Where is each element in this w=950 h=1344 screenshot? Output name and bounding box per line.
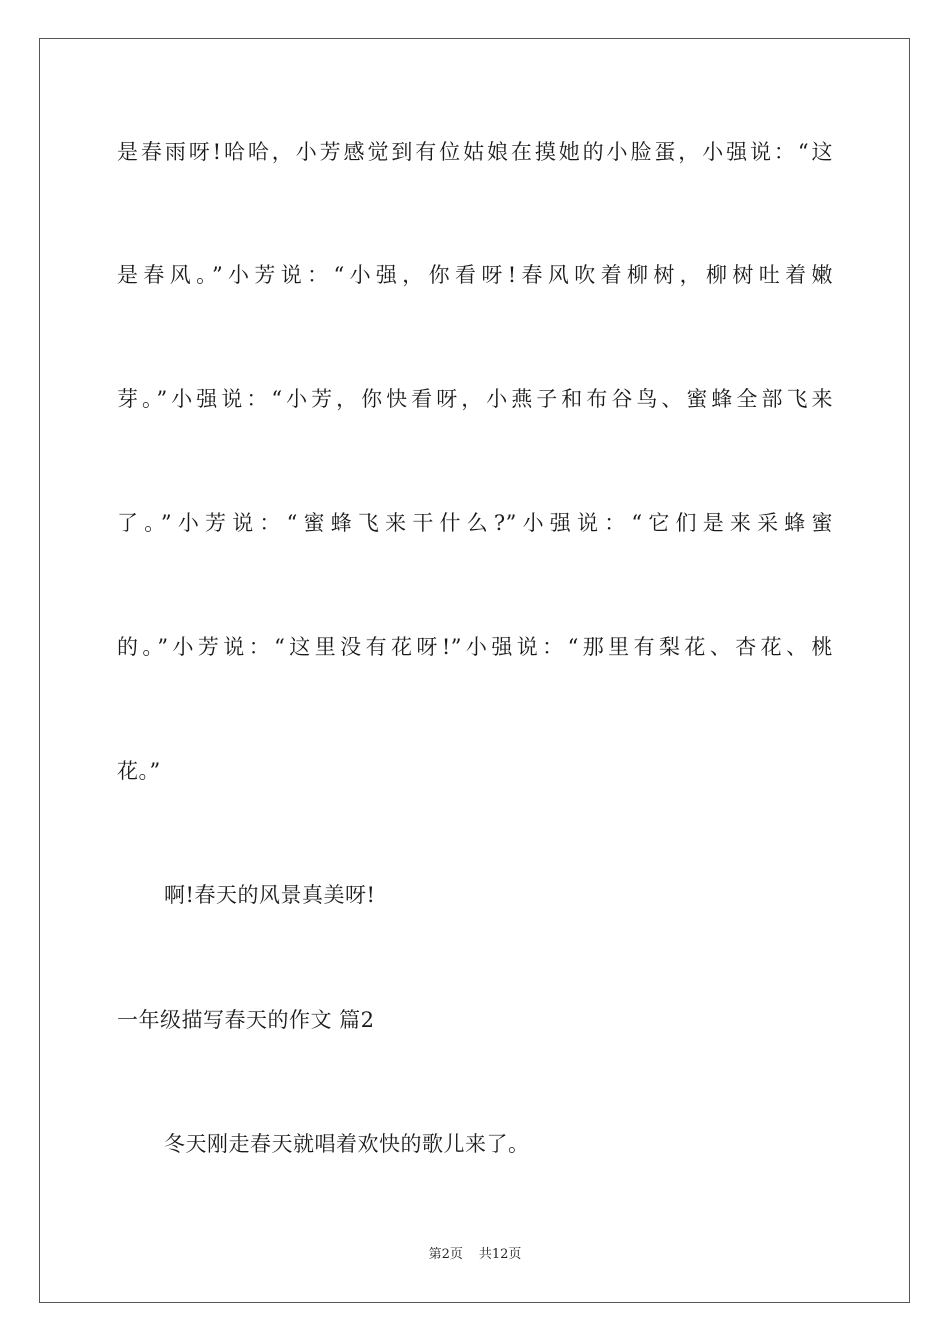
text-line-2: 是春风。”小芳说：“小强，你看呀!春风吹着柳树，柳树吐着嫩 [117, 263, 833, 287]
text-line-6: 花。” [117, 759, 161, 783]
page-border [39, 38, 910, 1303]
text-line-1: 是春雨呀!哈哈，小芳感觉到有位姑娘在摸她的小脸蛋，小强说：“这 [117, 140, 833, 164]
page-number: 第2页 [428, 1247, 463, 1262]
page-total: 共12页 [478, 1247, 522, 1262]
text-line-3: 芽。”小强说：“小芳，你快看呀，小燕子和布谷鸟、蜜蜂全部飞来 [117, 387, 833, 411]
text-line-5: 的。”小芳说：“这里没有花呀!”小强说：“那里有梨花、杏花、桃 [117, 635, 833, 659]
page-footer [0, 1246, 950, 1264]
section-first-paragraph: 冬天刚走春天就唱着欢快的歌儿来了。 [164, 1132, 530, 1156]
section-heading: 一年级描写春天的作文 篇2 [117, 1008, 375, 1032]
closing-paragraph: 啊!春天的风景真美呀! [164, 883, 376, 907]
text-line-4: 了。”小芳说：“蜜蜂飞来干什么?”小强说：“它们是来采蜂蜜 [117, 511, 833, 535]
